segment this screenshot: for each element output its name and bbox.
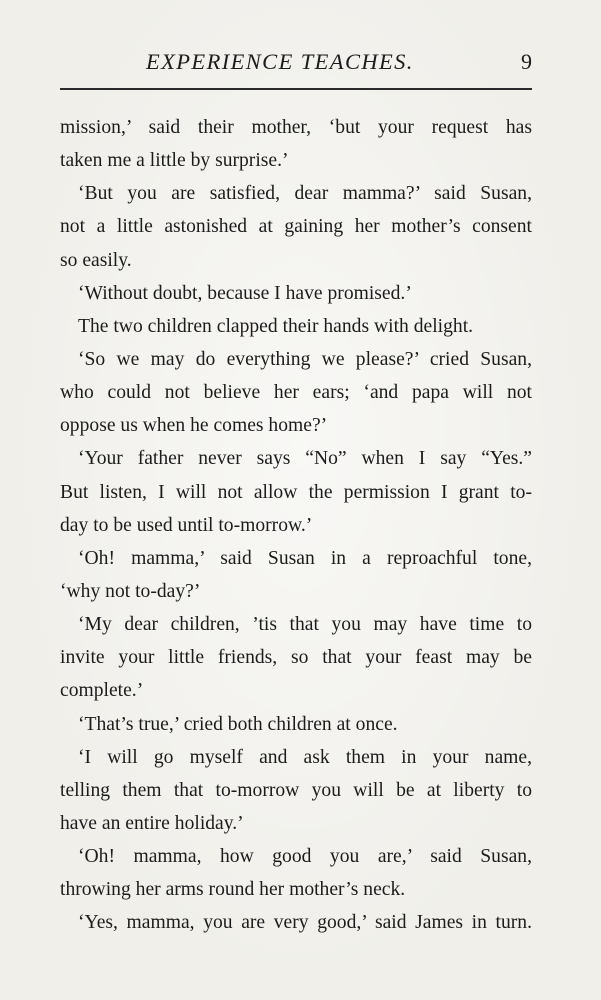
header-rule <box>60 88 532 90</box>
text-line: so easily. <box>60 249 132 271</box>
running-title: EXPERIENCE TEACHES. <box>146 49 414 74</box>
text-line: oppose us when he comes home?’ <box>60 415 328 437</box>
text-line: The two children clapped their hands with delight. <box>78 315 474 337</box>
text-line: ‘Yes, mamma, you are very good,’ said James in turn. <box>78 912 532 934</box>
text-line: throwing her arms round her mother’s neck. <box>60 879 406 901</box>
text-line: ‘Oh! mamma,’ said Susan in a reproachful tone, <box>78 547 532 569</box>
page-number: 9 <box>521 49 532 74</box>
text-line: who could not believe her ears; ‘and papa will not <box>60 382 532 404</box>
text-line: ‘That’s true,’ cried both children at once. <box>78 713 398 735</box>
text-line: ‘I will go myself and ask them in your name, <box>78 746 532 768</box>
text-line: ‘My dear children, ’tis that you may have time to <box>78 614 532 636</box>
page-header <box>60 48 532 82</box>
text-line: But listen, I will not allow the permission I grant to- <box>60 481 532 503</box>
text-line: ‘Your father never says “No” when I say “Yes.” <box>78 448 532 470</box>
body-text <box>60 111 532 940</box>
text-line: ‘Without doubt, because I have promised.’ <box>78 282 412 304</box>
text-line: ‘Oh! mamma, how good you are,’ said Susan, <box>78 846 532 868</box>
text-line: ‘But you are satisfied, dear mamma?’ said Susan, <box>78 183 532 205</box>
text-line: complete.’ <box>60 680 144 702</box>
text-line: have an entire holiday.’ <box>60 812 244 834</box>
text-line: ‘why not to-day?’ <box>60 580 201 602</box>
text-line: taken me a little by surprise.’ <box>60 150 289 172</box>
text-line: day to be used until to-morrow.’ <box>60 514 313 536</box>
text-line: mission,’ said their mother, ‘but your request has <box>60 117 532 138</box>
text-line: not a little astonished at gaining her mother’s consent <box>60 216 532 238</box>
text-line: telling them that to-morrow you will be at liberty to <box>60 779 532 801</box>
text-line: invite your little friends, so that your feast may be <box>60 647 532 669</box>
text-line: ‘So we may do everything we please?’ cried Susan, <box>78 348 532 370</box>
